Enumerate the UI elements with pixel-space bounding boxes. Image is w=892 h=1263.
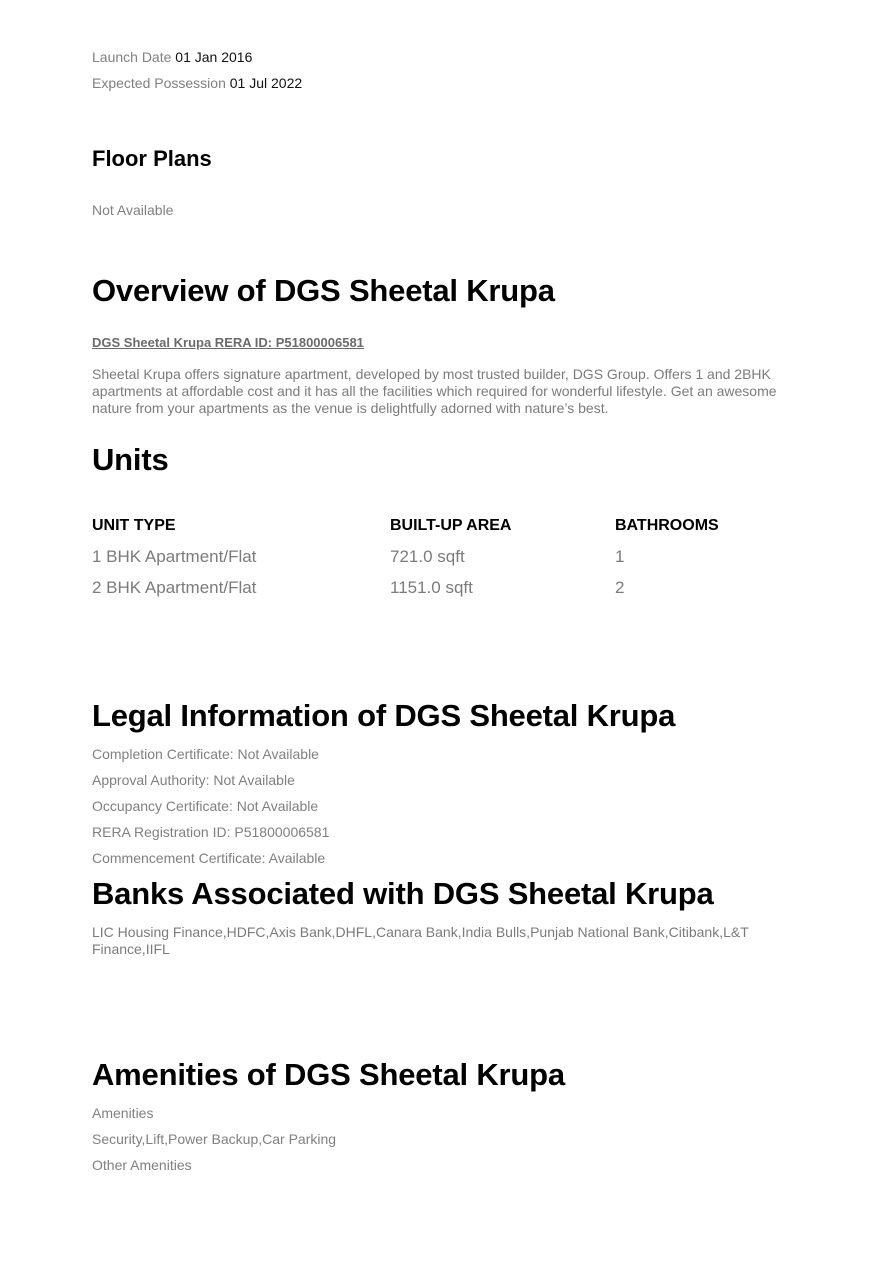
unit-type-header: UNIT TYPE [92,517,176,534]
launch-date-value: 01 Jan 2016 [175,49,253,65]
possession-date-value: 01 Jul 2022 [229,75,303,91]
unit-type-cell: 1 BHK Apartment/Flat [92,547,257,566]
units-table-header [92,514,792,545]
table-row [92,545,792,576]
floor-plans-status: Not Available [92,202,174,218]
units-heading: Units [92,442,169,477]
legal-item: Commencement Certificate: Available [92,850,326,866]
overview-heading: Overview of DGS Sheetal Krupa [92,273,555,308]
legal-item: Approval Authority: Not Available [92,772,295,788]
amenities-heading: Amenities of DGS Sheetal Krupa [92,1057,565,1092]
units-table [92,514,792,607]
legal-heading: Legal Information of DGS Sheetal Krupa [92,698,676,733]
launch-date-row [92,48,252,66]
possession-date-label: Expected Possession [92,75,226,91]
other-amenities-label: Other Amenities [92,1157,192,1173]
table-row [92,576,792,607]
legal-item: Completion Certificate: Not Available [92,746,319,762]
amenities-list: Security,Lift,Power Backup,Car Parking [92,1131,337,1147]
launch-date-label: Launch Date [92,49,172,65]
unit-type-cell: 2 BHK Apartment/Flat [92,578,257,597]
legal-item: RERA Registration ID: P51800006581 [92,824,330,840]
bathrooms-cell: 2 [615,578,625,597]
banks-heading: Banks Associated with DGS Sheetal Krupa [92,876,714,911]
banks-list: LIC Housing Finance,HDFC,Axis Bank,DHFL,Canara Bank,India Bulls,Punjab National Bank,Citibank,L&T Finance,IIFL [92,924,749,957]
bathrooms-cell: 1 [615,547,625,566]
built-up-area-cell: 721.0 sqft [390,547,465,566]
overview-description: Sheetal Krupa offers signature apartment, developed by most trusted builder, DGS Group. Offers 1 and 2BHK apartments at affordable cost and it has all the facilities which required for wonderful lifestyle. Get an awesome nature from your apartments as the venue is delightfully adorned with nature’s best. [92,366,777,416]
floor-plans-heading: Floor Plans [92,146,212,171]
possession-date-row [92,74,302,92]
amenities-label: Amenities [92,1105,154,1121]
rera-id-link[interactable]: DGS Sheetal Krupa RERA ID: P51800006581 [92,335,364,350]
built-up-area-header: BUILT-UP AREA [390,517,512,534]
bathrooms-header: BATHROOMS [615,517,719,534]
built-up-area-cell: 1151.0 sqft [390,578,473,597]
legal-item: Occupancy Certificate: Not Available [92,798,319,814]
